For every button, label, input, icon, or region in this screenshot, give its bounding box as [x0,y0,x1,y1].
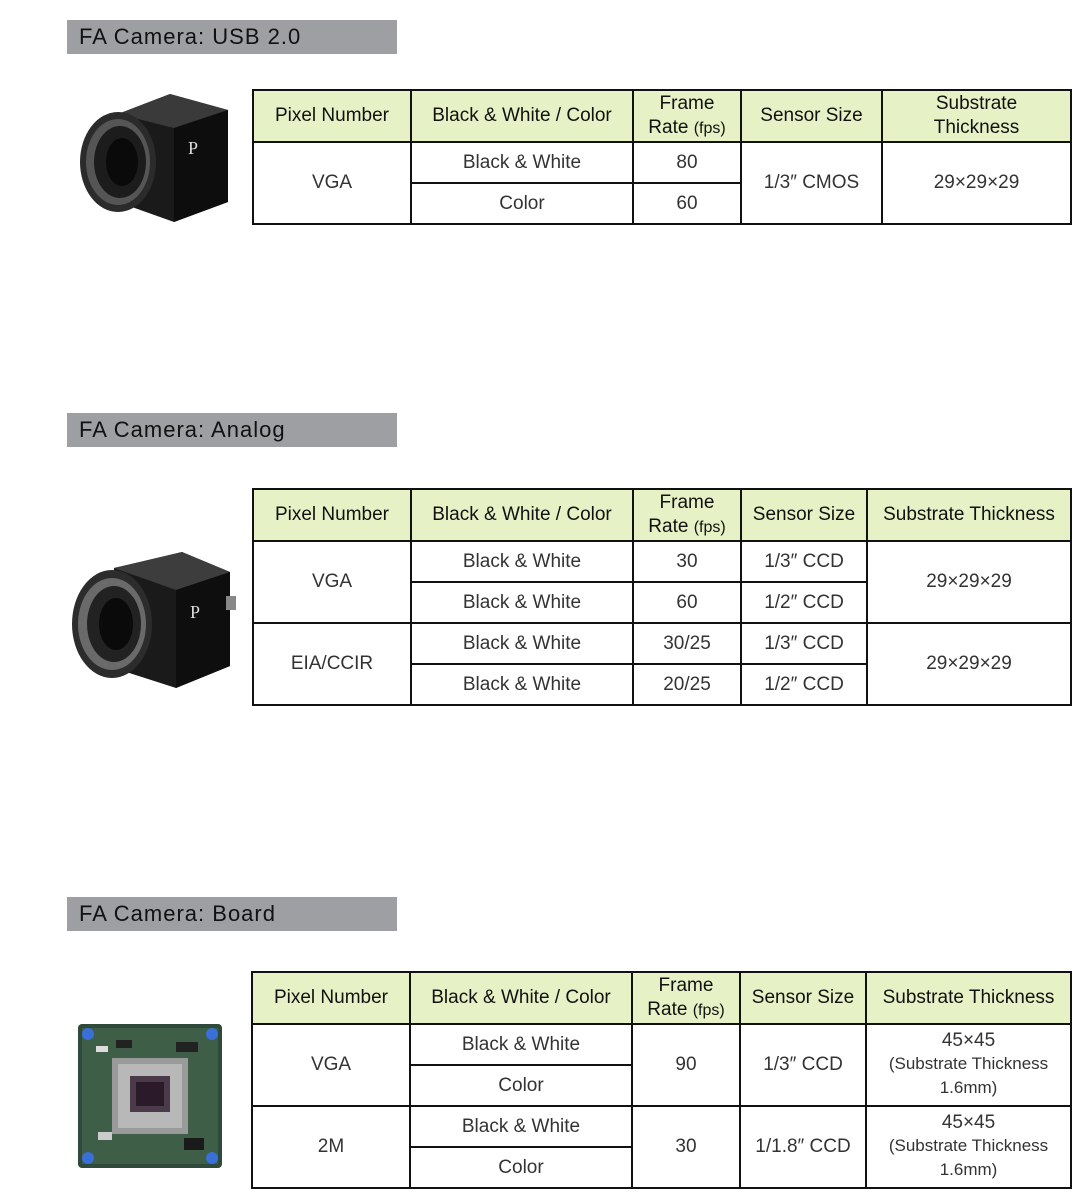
cell-fps: 30 [632,1106,740,1188]
header-sensor-size: Sensor Size [740,972,866,1024]
cell-pixel: VGA [253,142,411,224]
cell-substrate: 29×29×29 [882,142,1071,224]
cell-pixel: VGA [252,1024,410,1106]
table-row [252,1106,1071,1147]
cell-fps: 60 [633,183,741,224]
table-row [252,1024,1071,1065]
cell-sensor: 1/1.8″ CCD [740,1106,866,1188]
spec-table-analog [252,488,1072,706]
cell-type: Black & White [410,1024,632,1065]
board-camera-image [76,1022,224,1170]
header-sensor-size: Sensor Size [741,489,867,541]
header-substrate: Substrate Thickness [882,90,1071,142]
cell-substrate: 29×29×29 [867,541,1071,623]
cell-pixel: 2M [252,1106,410,1188]
cell-fps: 90 [632,1024,740,1106]
cell-type: Black & White [411,142,633,183]
cell-type: Color [411,183,633,224]
table-row [253,142,1071,183]
table-row [253,623,1071,664]
header-frame-rate: Frame Rate (fps) [633,489,741,541]
usb-camera-image [78,92,230,226]
cell-type: Black & White [410,1106,632,1147]
cell-sensor: 1/3″ CMOS [741,142,882,224]
cell-type: Color [410,1065,632,1106]
header-frame-rate: Frame Rate (fps) [633,90,741,142]
section-title-analog: FA Camera: Analog [67,413,397,447]
svg-text:P: P [188,138,199,158]
cell-pixel: VGA [253,541,411,623]
spec-table-board [251,971,1072,1189]
spec-table-usb [252,89,1072,225]
cell-substrate: 45×45 (Substrate Thickness 1.6mm) [866,1024,1071,1106]
header-pixel-number: Pixel Number [253,489,411,541]
cell-type: Black & White [411,623,633,664]
header-bw-color: Black & White / Color [411,489,633,541]
header-frame-rate: Frame Rate (fps) [632,972,740,1024]
cell-sensor: 1/3″ CCD [741,623,867,664]
header-pixel-number: Pixel Number [253,90,411,142]
header-sensor-size: Sensor Size [741,90,882,142]
header-pixel-number: Pixel Number [252,972,410,1024]
cell-sensor: 1/2″ CCD [741,664,867,705]
header-substrate: Substrate Thickness [866,972,1071,1024]
cell-fps: 80 [633,142,741,183]
cell-fps: 20/25 [633,664,741,705]
cell-sensor: 1/2″ CCD [741,582,867,623]
cell-type: Black & White [411,664,633,705]
section-title-usb: FA Camera: USB 2.0 [67,20,397,54]
cell-sensor: 1/3″ CCD [740,1024,866,1106]
cell-fps: 30 [633,541,741,582]
cell-substrate: 45×45 (Substrate Thickness 1.6mm) [866,1106,1071,1188]
cell-fps: 30/25 [633,623,741,664]
cell-substrate: 29×29×29 [867,623,1071,705]
cell-fps: 60 [633,582,741,623]
cell-type: Black & White [411,541,633,582]
header-bw-color: Black & White / Color [410,972,632,1024]
cell-pixel: EIA/CCIR [253,623,411,705]
analog-camera-image [70,548,236,692]
svg-text:P: P [190,602,201,622]
cell-type: Black & White [411,582,633,623]
header-substrate: Substrate Thickness [867,489,1071,541]
header-bw-color: Black & White / Color [411,90,633,142]
table-row [253,541,1071,582]
section-title-board: FA Camera: Board [67,897,397,931]
cell-sensor: 1/3″ CCD [741,541,867,582]
cell-type: Color [410,1147,632,1188]
